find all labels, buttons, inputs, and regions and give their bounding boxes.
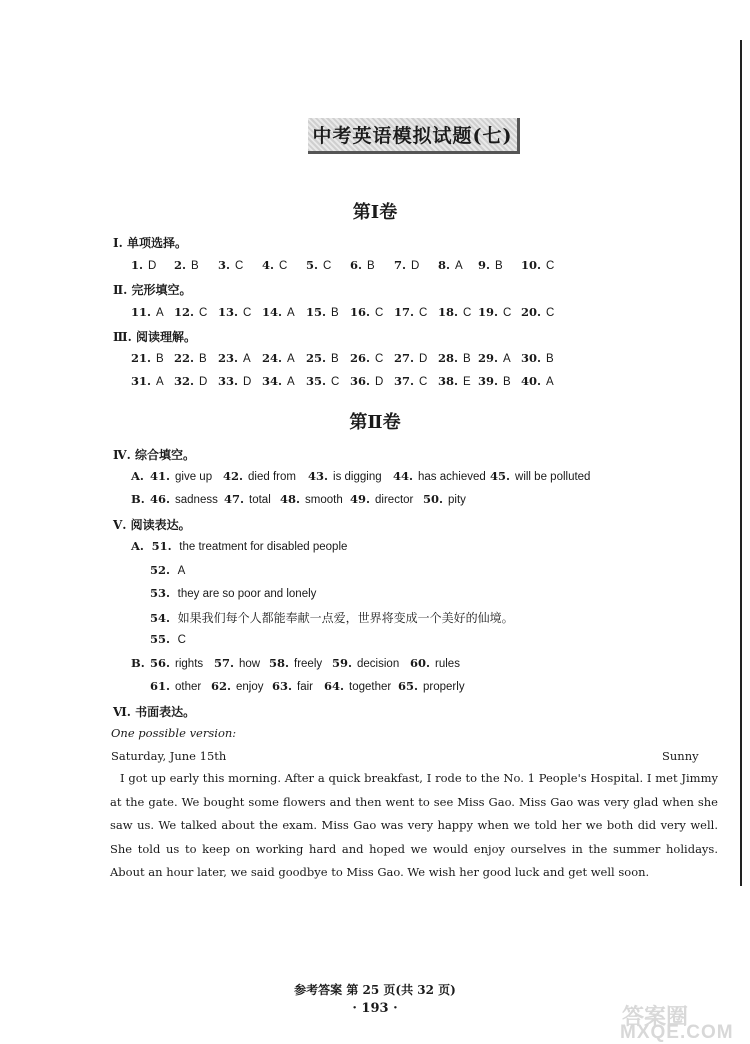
answer-item <box>398 679 465 693</box>
question-number: 24. <box>262 351 283 365</box>
answer-item <box>438 258 463 272</box>
answer-value: fair <box>297 681 313 693</box>
answer-item <box>490 469 590 483</box>
section-4-heading: Ⅳ. 综合填空。 <box>113 448 195 462</box>
answer-item <box>394 351 427 365</box>
question-number: 46. <box>150 492 171 506</box>
volume-1-heading: 第Ⅰ卷 <box>352 202 398 223</box>
answer-value: C <box>546 307 555 319</box>
answer-item <box>478 351 511 365</box>
answer-value: C <box>235 260 244 272</box>
answer-value: properly <box>423 681 465 693</box>
page-edge-rule <box>740 40 742 886</box>
answer-value: D <box>148 260 157 272</box>
answer-item <box>410 656 460 670</box>
q51-answer: the treatment for disabled people <box>179 541 348 553</box>
answer-item <box>308 469 382 483</box>
section-1-heading: Ⅰ. 单项选择。 <box>113 236 187 250</box>
answer-value: B <box>503 376 511 388</box>
q52-number: 52. <box>150 563 171 577</box>
question-number: 39. <box>478 374 499 388</box>
section-3-heading: Ⅲ. 阅读理解。 <box>113 330 196 344</box>
question-number: 6. <box>350 258 363 272</box>
question-number: 64. <box>324 679 345 693</box>
answer-item <box>306 258 331 272</box>
answer-item <box>174 258 199 272</box>
question-number: 17. <box>394 305 415 319</box>
answer-value: C <box>199 307 208 319</box>
question-number: 26. <box>350 351 371 365</box>
page-title: 中考英语模拟试题(七) <box>312 125 513 147</box>
answer-item <box>350 351 383 365</box>
question-number: 14. <box>262 305 283 319</box>
answer-value: give up <box>175 471 213 483</box>
question-number: 37. <box>394 374 415 388</box>
answer-value: enjoy <box>236 681 264 693</box>
item-group-label: A. <box>131 469 144 483</box>
item-group-label: B. <box>131 492 145 506</box>
answer-item <box>350 258 375 272</box>
answer-item <box>131 305 164 319</box>
question-number: 27. <box>394 351 415 365</box>
answer-item <box>438 305 471 319</box>
q54-number: 54. <box>150 611 171 625</box>
answer-item <box>262 351 295 365</box>
answer-value: B <box>463 353 471 365</box>
title-banner <box>308 118 520 154</box>
answer-item <box>211 679 264 693</box>
answer-value: B <box>191 260 199 272</box>
answer-item <box>438 351 471 365</box>
question-number: 38. <box>438 374 459 388</box>
answer-value: rights <box>175 658 204 670</box>
question-number: 49. <box>350 492 371 506</box>
question-number: 58. <box>269 656 290 670</box>
question-number: 8. <box>438 258 451 272</box>
answer-value: C <box>331 376 340 388</box>
read-a-51 <box>131 539 347 553</box>
question-number: 25. <box>306 351 327 365</box>
answer-value: is digging <box>333 471 382 483</box>
question-number: 34. <box>262 374 283 388</box>
answer-item <box>174 305 207 319</box>
answer-value: C <box>419 307 428 319</box>
answer-item <box>423 492 466 506</box>
answer-item <box>224 492 271 506</box>
answer-value: B <box>495 260 503 272</box>
section-5-heading: Ⅴ. 阅读表达。 <box>113 518 191 532</box>
answer-value: C <box>463 307 472 319</box>
answer-value: B <box>331 353 339 365</box>
answer-value: C <box>375 353 384 365</box>
answer-item <box>478 258 503 272</box>
question-number: 61. <box>150 679 171 693</box>
answer-value: B <box>199 353 207 365</box>
question-number: 9. <box>478 258 491 272</box>
answer-item <box>131 374 164 388</box>
question-number: 18. <box>438 305 459 319</box>
answer-value: B <box>546 353 554 365</box>
question-number: 29. <box>478 351 499 365</box>
answer-item <box>150 679 201 693</box>
answer-value: B <box>367 260 375 272</box>
answer-value: freely <box>294 658 323 670</box>
answer-value: D <box>419 353 428 365</box>
q54-answer: 如果我们每个人都能奉献一点爱，世界将变成一个美好的仙境。 <box>177 611 514 625</box>
question-number: 21. <box>131 351 152 365</box>
answer-value: A <box>287 307 295 319</box>
question-number: 56. <box>150 656 171 670</box>
question-number: 40. <box>521 374 542 388</box>
question-number: 16. <box>350 305 371 319</box>
answer-value: A <box>243 353 251 365</box>
answer-item <box>223 469 296 483</box>
question-number: 12. <box>174 305 195 319</box>
answer-value: A <box>455 260 463 272</box>
answer-item <box>262 258 287 272</box>
question-number: 65. <box>398 679 419 693</box>
question-number: 48. <box>280 492 301 506</box>
answer-item <box>521 374 554 388</box>
site-watermark <box>616 1000 746 1042</box>
question-number: 45. <box>490 469 511 483</box>
answer-item <box>280 492 343 506</box>
item-group-label: B. <box>131 656 145 670</box>
writing-intro: One possible version: <box>111 726 237 740</box>
q55-answer: C <box>177 634 186 646</box>
question-number: 57. <box>214 656 235 670</box>
answer-value: how <box>239 658 261 670</box>
answer-value: C <box>419 376 428 388</box>
answer-item <box>438 374 471 388</box>
answer-value: B <box>156 353 164 365</box>
answer-item <box>218 374 251 388</box>
section-6-heading: Ⅵ. 书面表达。 <box>113 705 196 719</box>
answer-value: E <box>463 376 471 388</box>
question-number: 30. <box>521 351 542 365</box>
question-number: 35. <box>306 374 327 388</box>
answer-value: C <box>503 307 512 319</box>
read-a-55 <box>150 632 186 646</box>
answer-value: total <box>249 494 271 506</box>
answer-item <box>150 656 203 670</box>
question-number: 28. <box>438 351 459 365</box>
answer-value: pity <box>448 494 466 506</box>
answer-value: rules <box>435 658 460 670</box>
answer-item <box>394 305 427 319</box>
question-number: 15. <box>306 305 327 319</box>
question-number: 41. <box>150 469 171 483</box>
question-number: 33. <box>218 374 239 388</box>
question-number: 59. <box>332 656 353 670</box>
question-number: 60. <box>410 656 431 670</box>
answer-value: died from <box>248 471 296 483</box>
question-number: 5. <box>306 258 319 272</box>
answer-item <box>131 258 156 272</box>
answer-value: smooth <box>305 494 343 506</box>
answer-value: C <box>546 260 555 272</box>
answer-value: C <box>323 260 332 272</box>
answer-value: C <box>243 307 252 319</box>
question-number: 2. <box>174 258 187 272</box>
question-number: 13. <box>218 305 239 319</box>
read-a-54 <box>150 609 514 626</box>
question-number: 20. <box>521 305 542 319</box>
question-number: 4. <box>262 258 275 272</box>
answer-value: sadness <box>175 494 218 506</box>
answer-item <box>218 258 243 272</box>
question-number: 7. <box>394 258 407 272</box>
footer-page-info: 参考答案 第 25 页(共 32 页) <box>294 983 456 997</box>
answer-value: A <box>287 376 295 388</box>
answer-item <box>521 351 554 365</box>
question-number: 23. <box>218 351 239 365</box>
answer-item <box>131 351 164 365</box>
answer-item <box>521 305 554 319</box>
question-number: 63. <box>272 679 293 693</box>
answer-item <box>262 374 295 388</box>
question-number: 31. <box>131 374 152 388</box>
read-a-53 <box>150 586 316 600</box>
answer-item <box>478 305 511 319</box>
question-number: 22. <box>174 351 195 365</box>
answer-value: will be polluted <box>515 471 591 483</box>
diary-body: I got up early this morning. After a quick breakfast, I rode to the No. 1 People's Hospital. I met Jimmy at the gate. We bought some flowers and then went to see Miss Gao. Miss Gao was very glad when she saw us. We talked about the exam. Miss Gao was very happy when we told her we both did very well. She told us to keep on working hard and hoped we would enjoy ourselves in the summer holidays. About an hour later, we said goodbye to Miss Gao. We wish her good luck and get well soon. <box>110 771 718 880</box>
answer-item <box>306 305 339 319</box>
answer-item <box>394 258 419 272</box>
answer-item <box>393 469 486 483</box>
answer-item <box>350 374 383 388</box>
answer-item <box>521 258 554 272</box>
watermark-top-text: 答案圈 <box>622 1004 689 1029</box>
question-number: 32. <box>174 374 195 388</box>
read-a-label: A. <box>131 539 144 553</box>
answer-item <box>174 374 207 388</box>
question-number: 11. <box>131 305 152 319</box>
answer-value: other <box>175 681 202 693</box>
question-number: 36. <box>350 374 371 388</box>
answer-item <box>150 492 218 506</box>
answer-item <box>478 374 511 388</box>
answer-value: C <box>279 260 288 272</box>
volume-2-heading: 第Ⅱ卷 <box>349 412 401 433</box>
answer-item <box>306 351 339 365</box>
diary-weather: Sunny <box>662 749 699 763</box>
answer-item <box>350 492 413 506</box>
answer-item <box>306 374 339 388</box>
answer-value: D <box>411 260 420 272</box>
answer-value: A <box>503 353 511 365</box>
answer-value: has achieved <box>418 471 486 483</box>
answer-item <box>324 679 391 693</box>
answer-item <box>272 679 313 693</box>
answer-value: D <box>375 376 384 388</box>
question-number: 47. <box>224 492 245 506</box>
answer-item <box>218 351 251 365</box>
answer-item <box>350 305 383 319</box>
answer-value: D <box>243 376 252 388</box>
q53-number: 53. <box>150 586 171 600</box>
question-number: 62. <box>211 679 232 693</box>
watermark-bottom-text: MXQE.COM <box>620 1022 734 1043</box>
answer-item <box>262 305 295 319</box>
answer-item <box>394 374 427 388</box>
question-number: 44. <box>393 469 414 483</box>
answer-value: D <box>199 376 208 388</box>
answer-item <box>332 656 399 670</box>
answer-value: B <box>331 307 339 319</box>
answer-value: director <box>375 494 414 506</box>
q55-number: 55. <box>150 632 171 646</box>
q51-number: 51. <box>151 539 172 553</box>
question-number: 1. <box>131 258 144 272</box>
answer-value: A <box>156 307 164 319</box>
q52-answer: A <box>177 565 186 577</box>
answer-value: decision <box>357 658 400 670</box>
answer-item <box>150 469 212 483</box>
answer-value: C <box>375 307 384 319</box>
question-number: 10. <box>521 258 542 272</box>
answer-value: A <box>546 376 554 388</box>
read-a-52 <box>150 563 185 577</box>
question-number: 19. <box>478 305 499 319</box>
question-number: 50. <box>423 492 444 506</box>
answer-value: A <box>156 376 164 388</box>
answer-item <box>218 305 251 319</box>
page-number: · 193 · <box>352 1001 398 1016</box>
answer-value: together <box>349 681 392 693</box>
answer-item <box>214 656 260 670</box>
section-2-heading: Ⅱ. 完形填空。 <box>113 283 192 297</box>
answer-value: A <box>287 353 295 365</box>
diary-date: Saturday, June 15th <box>111 749 227 763</box>
answer-item <box>269 656 322 670</box>
answer-item <box>174 351 207 365</box>
question-number: 42. <box>223 469 244 483</box>
question-number: 3. <box>218 258 231 272</box>
question-number: 43. <box>308 469 329 483</box>
q53-answer: they are so poor and lonely <box>177 588 317 600</box>
